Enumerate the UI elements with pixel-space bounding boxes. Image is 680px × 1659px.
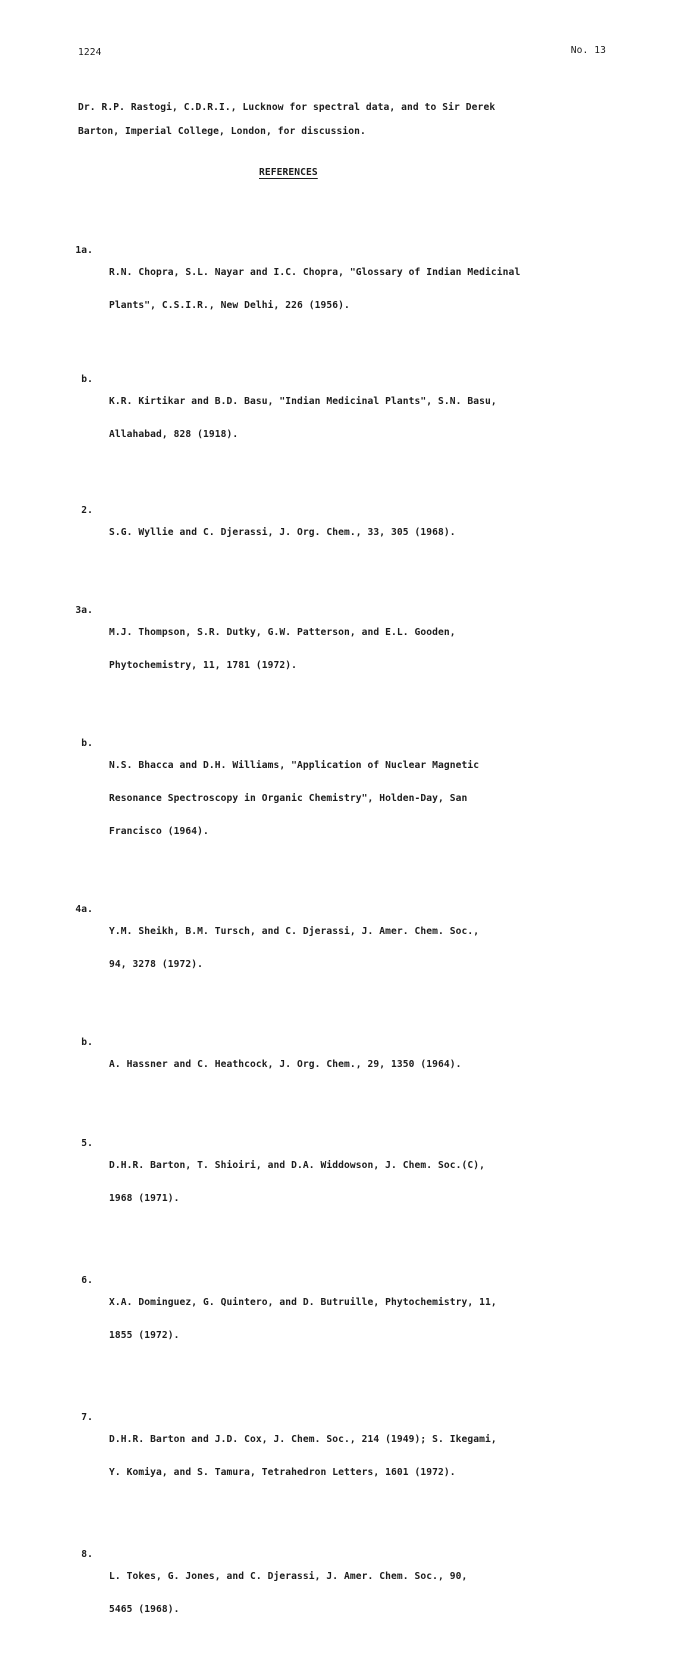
reference-line: 1968 (1971). [109, 1193, 180, 1204]
reference-line: Y. Komiya, and S. Tamura, Tetrahedron Letters, 1601 (1972). [109, 1467, 456, 1478]
reference-4a [73, 893, 633, 992]
reference-1b [73, 363, 633, 462]
reference-label: b. [81, 738, 93, 749]
reference-4b [73, 1026, 633, 1092]
reference-line: Allahabad, 828 (1918). [109, 429, 239, 440]
issue-number: No. 13 [570, 45, 606, 56]
reference-label: b. [81, 1037, 93, 1048]
reference-line: M.J. Thompson, S.R. Dutky, G.W. Patterson, and E.L. Gooden, [109, 627, 456, 638]
reference-label: b. [81, 374, 93, 385]
reference-3b [73, 727, 633, 859]
reference-label: 6. [81, 1275, 93, 1286]
references-list [73, 212, 633, 1659]
reference-line: Francisco (1964). [109, 826, 209, 837]
page-number: 1224 [78, 47, 102, 58]
reference-line: Y.M. Sheikh, B.M. Tursch, and C. Djerassi, J. Amer. Chem. Soc., [109, 926, 480, 937]
reference-line: 94, 3278 (1972). [109, 959, 204, 970]
acknowledgement-line-2: Barton, Imperial College, London, for discussion. [78, 126, 366, 137]
reference-label: 4a. [75, 904, 93, 915]
reference-line: 5465 (1968). [109, 1604, 180, 1615]
reference-7 [73, 1401, 633, 1500]
reference-line: Phytochemistry, 11, 1781 (1972). [109, 660, 298, 671]
reference-line: A. Hassner and C. Heathcock, J. Org. Chem., 29, 1350 (1964). [109, 1059, 462, 1070]
reference-1a [73, 234, 633, 333]
references-heading: REFERENCES [259, 167, 318, 178]
reference-line: N.S. Bhacca and D.H. Williams, "Application of Nuclear Magnetic [109, 760, 480, 771]
reference-line: S.G. Wyllie and C. Djerassi, J. Org. Chem., 33, 305 (1968). [109, 527, 456, 538]
reference-label: 5. [81, 1138, 93, 1149]
reference-label: 7. [81, 1412, 93, 1423]
reference-label: 1a. [75, 245, 93, 256]
reference-line: L. Tokes, G. Jones, and C. Djerassi, J. Amer. Chem. Soc., 90, [109, 1571, 468, 1582]
reference-line: R.N. Chopra, S.L. Nayar and I.C. Chopra, "Glossary of Indian Medicinal [109, 267, 521, 278]
reference-label: 3a. [75, 605, 93, 616]
reference-line: K.R. Kirtikar and B.D. Basu, "Indian Medicinal Plants", S.N. Basu, [109, 396, 497, 407]
reference-line: D.H.R. Barton and J.D. Cox, J. Chem. Soc., 214 (1949); S. Ikegami, [109, 1434, 497, 1445]
acknowledgement-line-1: Dr. R.P. Rastogi, C.D.R.I., Lucknow for spectral data, and to Sir Derek [78, 102, 496, 113]
reference-line: Resonance Spectroscopy in Organic Chemistry", Holden-Day, San [109, 793, 468, 804]
reference-line: 1855 (1972). [109, 1330, 180, 1341]
reference-5 [73, 1127, 633, 1226]
reference-label: 8. [81, 1549, 93, 1560]
reference-line: X.A. Dominguez, G. Quintero, and D. Butruille, Phytochemistry, 11, [109, 1297, 497, 1308]
reference-8 [73, 1538, 633, 1637]
reference-3a [73, 594, 633, 693]
reference-6 [73, 1264, 633, 1363]
reference-line: D.H.R. Barton, T. Shioiri, and D.A. Widdowson, J. Chem. Soc.(C), [109, 1160, 486, 1171]
reference-label: 2. [81, 505, 93, 516]
reference-2 [73, 494, 633, 560]
reference-line: Plants", C.S.I.R., New Delhi, 226 (1956). [109, 300, 350, 311]
